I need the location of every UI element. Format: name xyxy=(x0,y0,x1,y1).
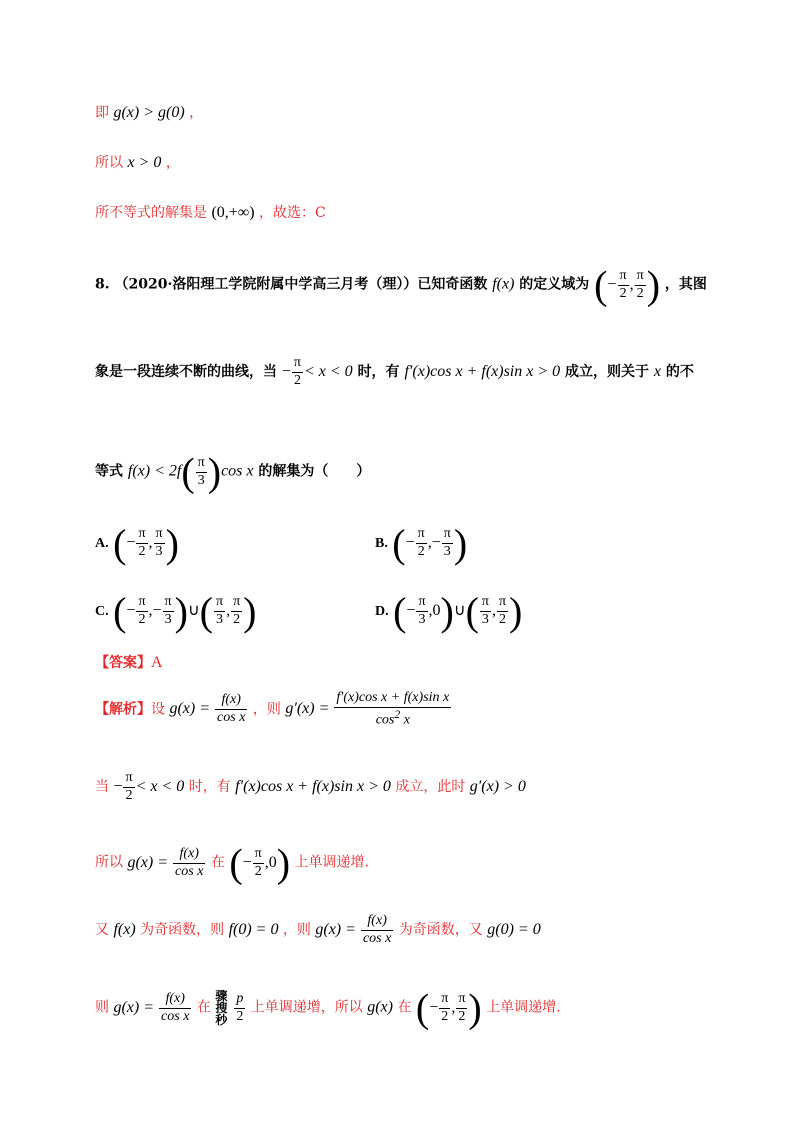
math-expression: g′(x) > 0 xyxy=(469,777,526,795)
question-line-3 xyxy=(95,449,371,494)
analysis-line-4 xyxy=(95,913,541,948)
option-value: (− $\frac{\pi}{2}$ ,− $\frac{\pi}{3}$ ) xyxy=(392,521,468,566)
math-expression: g(0) = 0 xyxy=(487,920,541,938)
text: 所以 xyxy=(95,854,123,871)
text: 设 xyxy=(151,701,165,718)
text: 又 xyxy=(95,921,109,938)
g-definition: g(x) = $\frac{f(x)}{\text{cos x}}$ xyxy=(113,990,190,1024)
option-label: C. xyxy=(95,604,109,620)
text: 为奇函数，则 xyxy=(140,921,225,938)
analysis-label: 【解析】 xyxy=(95,701,151,718)
math-expression: f′(x)cos x + f(x)sin x > 0 xyxy=(235,777,391,795)
text: ， xyxy=(189,105,204,121)
question-source: （2020·洛阳理工学院附属中学高三月考（理））已知奇函数 xyxy=(114,276,488,293)
domain-interval: (− $\frac{\pi}{2}$ , $\frac{\pi}{2}$ ) xyxy=(594,262,661,307)
math-expression: x > 0 xyxy=(127,154,162,171)
text: 为奇函数，又 xyxy=(398,921,483,938)
math-expression: g(x) > g(0) xyxy=(113,104,185,121)
solution-line-1 xyxy=(95,105,203,121)
math-expression: f(x) xyxy=(492,275,515,293)
text: 在 xyxy=(397,999,412,1016)
text: 所不等式的解集是 xyxy=(95,205,207,221)
math-expression: f′(x)cos x + f(x)sin x > 0 xyxy=(404,362,561,380)
option-value: (− $\frac{\pi}{2}$ ,− $\frac{\pi}{3}$ )∪( $\frac{\pi}{3}$ , $\frac{\pi}{2}$ ) xyxy=(113,589,257,634)
math-variable: x xyxy=(653,362,661,380)
option-label: B. xyxy=(375,536,388,552)
text: 当 xyxy=(95,778,109,795)
fraction-group: ( $\frac{\pi}{3}$ ) xyxy=(181,449,222,494)
option-c xyxy=(95,588,256,635)
math-expression: < x < 0 xyxy=(135,777,185,795)
text: 上单调递增. xyxy=(294,854,369,871)
text: 所以 xyxy=(95,155,123,171)
condition-lower: − $\frac{\pi}{2}$ xyxy=(113,770,133,803)
text: 时，有 xyxy=(188,778,231,795)
analysis-line-1 xyxy=(95,690,452,729)
option-value: (− $\frac{\pi}{2}$ , $\frac{\pi}{3}$ ) xyxy=(113,521,179,566)
text: 成立，则关于 xyxy=(565,363,650,380)
math-expression: g(x) xyxy=(367,998,393,1016)
option-label: A. xyxy=(95,536,109,552)
condition-lower: − $\frac{\pi}{2}$ xyxy=(281,355,301,388)
g-derivative: g′(x) = $\frac{\text{f′(x)cos x + f(x)sin x}}{\cos^2 x}$ xyxy=(285,690,450,728)
solution-line-3 xyxy=(95,205,326,221)
option-a xyxy=(95,520,179,567)
question-line-2 xyxy=(95,355,694,390)
interval: (− $\frac{\pi}{2}$ , $\frac{\pi}{2}$ ) xyxy=(415,985,482,1030)
text: ，故选：C xyxy=(259,205,326,221)
answer-line xyxy=(95,655,163,671)
text: 象是一段连续不断的曲线，当 xyxy=(95,363,277,380)
math-expression: < x < 0 xyxy=(303,362,353,380)
g-definition: g(x) = $\frac{f(x)}{\text{cos x}}$ xyxy=(315,913,392,946)
answer-label: 【答案】 xyxy=(95,655,151,671)
analysis-line-2 xyxy=(95,770,526,805)
option-d xyxy=(375,588,522,635)
text: 时，有 xyxy=(357,363,400,380)
math-expression: (0,+∞) xyxy=(211,204,255,221)
analysis-line-5 xyxy=(95,985,561,1030)
text: 即 xyxy=(95,105,109,121)
analysis-line-3 xyxy=(95,840,369,885)
option-value: (− $\frac{\pi}{3}$ ,0)∪( $\frac{\pi}{3}$ , $\frac{\pi}{2}$ ) xyxy=(393,589,523,634)
text: 成立，此时 xyxy=(395,778,466,795)
answer-value: A xyxy=(151,654,163,671)
text: ，其图 xyxy=(664,276,707,293)
text: 上单调递增，所以 xyxy=(250,999,363,1016)
solution-line-2 xyxy=(95,155,180,171)
text: 的不 xyxy=(665,363,694,380)
text: 上单调递增. xyxy=(486,999,561,1016)
question-number: 8. xyxy=(95,276,110,293)
text: 的定义域为 xyxy=(519,276,590,293)
math-expression: f(0) = 0 xyxy=(228,920,279,938)
text: 等式 xyxy=(95,463,123,480)
math-expression: f(x) xyxy=(113,920,136,938)
question-line-1 xyxy=(95,262,707,307)
text: 则 xyxy=(95,999,109,1016)
text: 在 xyxy=(210,854,225,871)
interval: (− $\frac{\pi}{2}$ ,0) xyxy=(229,840,291,885)
option-b xyxy=(375,520,467,567)
garbled-fraction: $\frac{p}{2}$ xyxy=(236,990,244,1024)
text: ， xyxy=(165,155,180,171)
g-definition: g(x) = $\frac{f(x)}{\text{cos x}}$ xyxy=(127,845,204,879)
text: 在 xyxy=(196,999,211,1016)
text: ，则 xyxy=(282,921,311,938)
text: ，则 xyxy=(252,701,281,718)
math-expression: f(x) < 2f xyxy=(127,462,182,480)
text: 的解集为（ ） xyxy=(258,463,371,480)
option-label: D. xyxy=(375,604,389,620)
math-expression: cos x xyxy=(221,462,254,480)
g-definition: g(x) = $\frac{f(x)}{\text{cos x}}$ xyxy=(169,692,246,726)
garbled-glyph-icon: 骤 搜 秒 xyxy=(215,988,228,1027)
